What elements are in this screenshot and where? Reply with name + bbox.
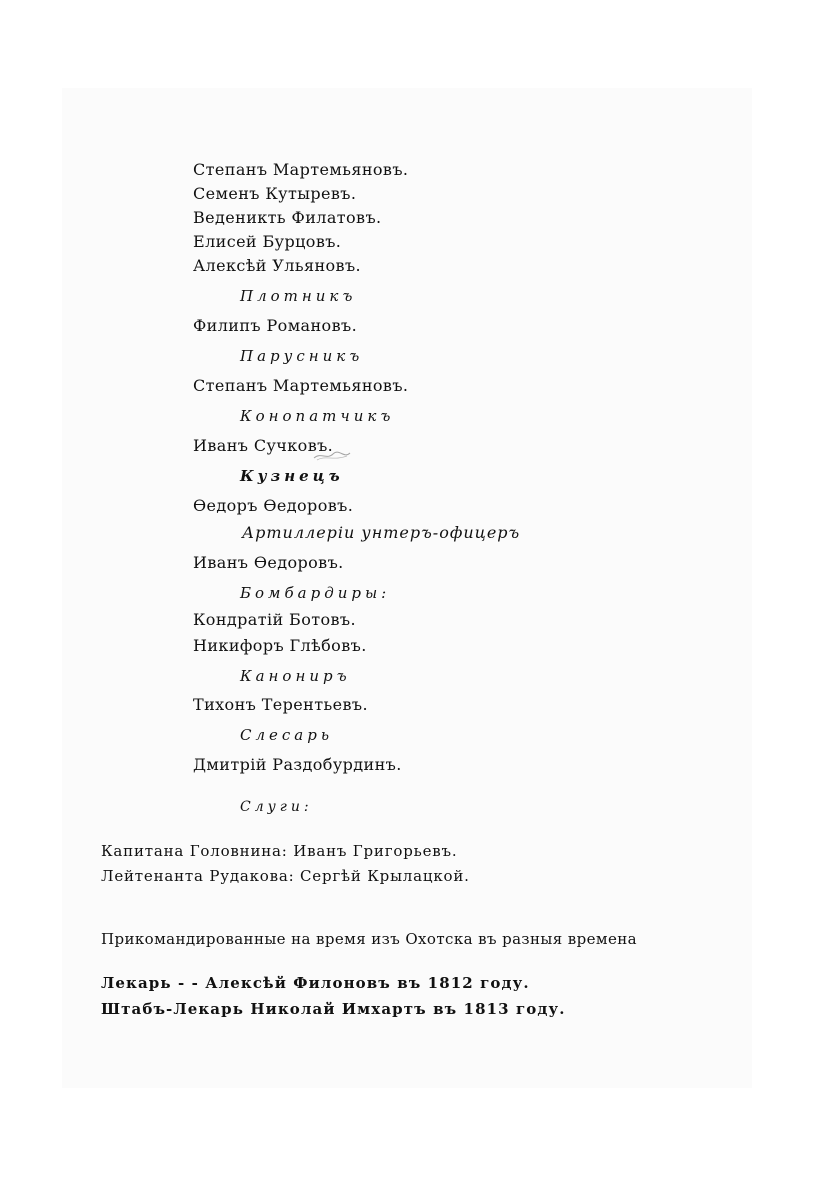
servant-line: Лейтенанта Рудакова: Сергѣй Крылацкой. <box>101 867 470 885</box>
name-line: Никифоръ Глѣбовъ. <box>193 636 367 655</box>
name-line: Степанъ Мартемьяновъ. <box>193 376 409 395</box>
servant-line: Капитана Головнина: Иванъ Григорьевъ. <box>101 842 458 860</box>
name-line: Алексѣй Ульяновъ. <box>193 256 362 275</box>
section-heading-artillery-nco: Артиллеріи унтеръ-офицеръ <box>242 523 521 542</box>
name-line: Дмитрій Раздобурдинъ. <box>193 755 402 774</box>
section-heading-servants: Слуги: <box>240 799 313 815</box>
name-line: Веденикть Филатовъ. <box>193 208 382 227</box>
name-line: Иванъ Сучковъ. <box>193 436 334 455</box>
section-heading-locksmith: Слесарь <box>240 726 334 744</box>
name-line: Семенъ Кутыревъ. <box>193 184 357 203</box>
name-line: Елисей Бурцовъ. <box>193 232 342 251</box>
section-heading-sailmaker: Парусникъ <box>240 347 364 365</box>
attached-heading: Прикомандированные на время изъ Охотска въ разныя времена <box>101 930 637 948</box>
name-line: Иванъ Ѳедоровъ. <box>193 553 344 572</box>
ink-blot <box>313 451 351 461</box>
doctor-line: Штабъ-Лекарь Николай Имхартъ въ 1813 году. <box>101 1000 566 1018</box>
name-line: Кондратій Ботовъ. <box>193 610 356 629</box>
name-line: Тихонъ Терентьевъ. <box>193 695 368 714</box>
name-line: Степанъ Мартемьяновъ. <box>193 160 409 179</box>
name-line: Ѳедоръ Ѳедоровъ. <box>193 496 354 515</box>
doctor-line: Лекарь - - Алексѣй Филоновъ въ 1812 году. <box>101 974 530 992</box>
section-heading-smith: Кузнецъ <box>240 467 344 485</box>
name-line: Филипъ Романовъ. <box>193 316 358 335</box>
section-heading-gunner: Канониръ <box>240 667 351 685</box>
section-heading-bombardiers: Бомбардиры: <box>240 584 391 602</box>
section-heading-carpenter: Плотникъ <box>240 287 357 305</box>
section-heading-caulker: Конопатчикъ <box>240 407 395 425</box>
